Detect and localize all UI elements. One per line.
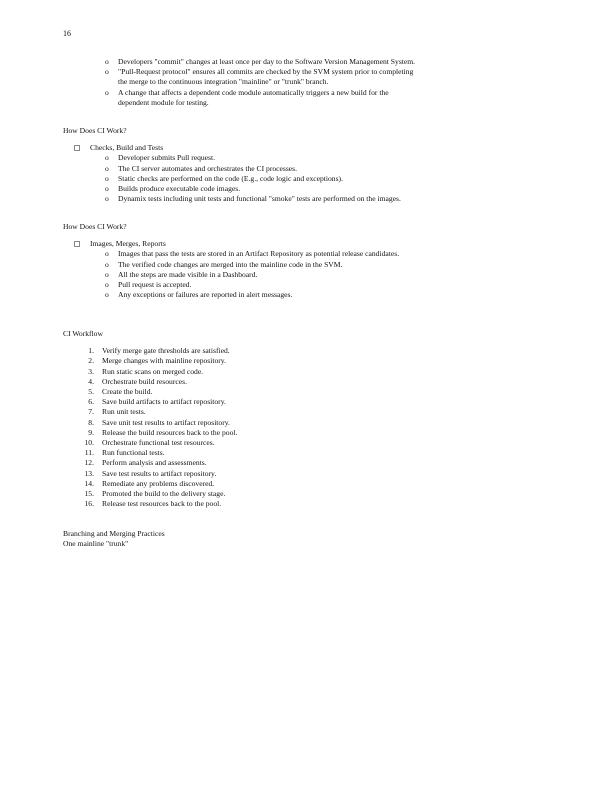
bullet-glyph: o	[105, 184, 109, 194]
section-heading: How Does CI Work?	[63, 222, 127, 231]
bullet-glyph: o	[105, 290, 109, 300]
step-text: Release test resources back to the pool.	[102, 499, 222, 509]
step-text: Merge changes with mainline repository.	[102, 356, 226, 366]
workflow-step	[75, 489, 553, 499]
step-text: Orchestrate build resources.	[102, 376, 187, 386]
workflow-step	[75, 356, 553, 366]
step-number: 12.	[84, 458, 94, 468]
step-number: 9.	[88, 427, 94, 437]
bullet-glyph: o	[105, 57, 109, 66]
list-item: o Pull request is accepted.	[105, 280, 192, 290]
list-item: o A change that affects a dependent code module automatically triggers a new build for the dependent module for testing.	[105, 87, 389, 107]
step-text: Run static scans on merged code.	[102, 366, 204, 376]
bullet-glyph: o	[105, 153, 109, 163]
list-item: o Builds produce executable code images.	[105, 184, 241, 194]
step-text: Perform analysis and assessments.	[102, 458, 207, 468]
workflow-step	[75, 428, 553, 438]
bullet-glyph: o	[105, 280, 109, 290]
workflow-step	[75, 397, 553, 407]
ci-workflow-section	[63, 329, 553, 509]
ci-section-checks	[63, 126, 553, 204]
step-number: 4.	[88, 376, 94, 386]
list-item: o All the steps are made visible in a Dashboard.	[105, 269, 258, 279]
workflow-step	[75, 469, 553, 479]
step-number: 10.	[84, 438, 94, 448]
step-text: Run unit tests.	[102, 407, 146, 417]
list-item: o Images that pass the tests are stored in an Artifact Repository as potential release candidates.	[105, 249, 400, 259]
step-number: 8.	[88, 417, 94, 427]
list-item: o Dynamix tests including unit tests and functional "smoke" tests are performed on the images.	[105, 194, 401, 204]
bullet-glyph: o	[105, 269, 109, 279]
step-text: Run functional tests.	[102, 448, 165, 458]
workflow-step	[75, 367, 553, 377]
bullet-glyph: o	[105, 194, 109, 204]
checkbox-label: Images, Merges, Reports	[90, 239, 166, 249]
workflow-step	[75, 438, 553, 448]
step-number: 1.	[88, 346, 94, 356]
list-item: o Any exceptions or failures are reported in alert messages.	[105, 290, 293, 300]
list-item: o The verified code changes are merged into the mainline code in the SVM.	[105, 259, 343, 269]
step-text: Save unit test results to artifact repository.	[102, 417, 230, 427]
workflow-step	[75, 479, 553, 489]
workflow-step	[75, 407, 553, 417]
workflow-step	[75, 418, 553, 428]
checkbox-square-icon	[74, 241, 80, 247]
bullet-glyph: o	[105, 87, 109, 97]
step-text: Remediate any problems discovered.	[102, 478, 215, 488]
step-number: 7.	[88, 407, 94, 417]
section-heading: CI Workflow	[63, 329, 103, 338]
section-heading: Branching and Merging Practices	[63, 529, 165, 538]
images-bullet-list	[63, 249, 553, 300]
step-number: 15.	[84, 489, 94, 499]
step-number: 16.	[84, 499, 94, 509]
bullet-glyph: o	[105, 259, 109, 269]
step-number: 3.	[88, 366, 94, 376]
workflow-step	[75, 387, 553, 397]
step-text: Save test results to artifact repository.	[102, 468, 217, 478]
workflow-step	[75, 448, 553, 458]
bullet-glyph: o	[105, 173, 109, 183]
step-number: 13.	[84, 468, 94, 478]
step-number: 5.	[88, 387, 94, 397]
checkbox-label: Checks, Build and Tests	[90, 143, 164, 153]
list-item: o Developer submits Pull request.	[105, 153, 216, 163]
ci-section-images	[63, 222, 553, 300]
checkbox-row	[63, 143, 553, 153]
workflow-step-list	[63, 346, 553, 509]
step-text: Verify merge gate thresholds are satisfied.	[102, 346, 230, 356]
workflow-step	[75, 346, 553, 356]
step-text: Save build artifacts to artifact repository.	[102, 397, 226, 407]
list-item: o "Pull-Request protocol" ensures all commits are checked by the SVM system prior to completing the merge to the continuous integration "mainline" or "trunk" branch.	[105, 67, 414, 87]
bullet-glyph: o	[105, 163, 109, 173]
workflow-step	[75, 377, 553, 387]
step-text: Promoted the build to the delivery stage.	[102, 489, 226, 499]
workflow-step	[75, 499, 553, 509]
bullet-glyph: o	[105, 249, 109, 259]
branching-line: One mainline "trunk"	[63, 539, 129, 549]
section-heading: How Does CI Work?	[63, 126, 127, 135]
step-number: 14.	[84, 478, 94, 488]
list-item: o The CI server automates and orchestrates the CI processes.	[105, 163, 298, 173]
step-text: Orchestrate functional test resources.	[102, 438, 215, 448]
step-text: Release the build resources back to the pool.	[102, 427, 238, 437]
intro-section	[63, 57, 553, 108]
bullet-glyph: o	[105, 67, 109, 77]
checkbox-row	[63, 239, 553, 249]
step-text: Create the build.	[102, 387, 153, 397]
list-item: o Static checks are performed on the code (E.g., code logic and exceptions).	[105, 173, 343, 183]
checkbox-square-icon	[74, 145, 80, 151]
step-number: 11.	[84, 448, 94, 458]
step-number: 6.	[88, 397, 94, 407]
branching-section	[63, 529, 553, 549]
step-number: 2.	[88, 356, 94, 366]
list-item: o Developers "commit" changes at least once per day to the Software Version Management System.	[105, 57, 416, 66]
checks-bullet-list	[63, 153, 553, 204]
workflow-step	[75, 458, 553, 468]
intro-bullet-list	[63, 57, 553, 108]
page-number: 16	[63, 29, 71, 38]
